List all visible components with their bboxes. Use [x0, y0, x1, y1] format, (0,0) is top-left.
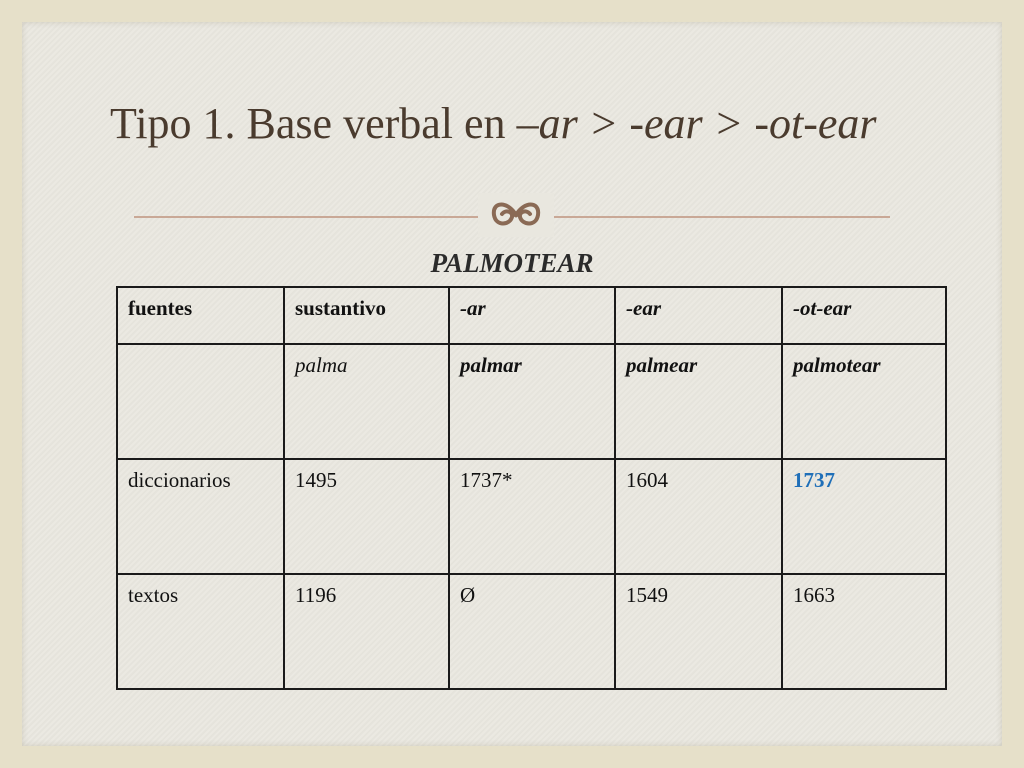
table-row [117, 459, 946, 574]
cell-ar-form: palmar [449, 344, 615, 459]
etymology-table [116, 286, 947, 690]
slide-title [110, 96, 930, 152]
fleuron-icon-graphic [486, 195, 546, 235]
title-prefix: Tipo 1. Base verbal en [110, 99, 517, 148]
cell-diccionarios-ar: 1737* [449, 459, 615, 574]
cell-ear-form: palmear [615, 344, 782, 459]
header-ar: -ar [449, 287, 615, 344]
header-ot-ear: -ot-ear [782, 287, 946, 344]
cell-diccionarios-ot-ear: 1737 [782, 459, 946, 574]
cell-ot-ear-form: palmotear [782, 344, 946, 459]
fleuron-icon [478, 193, 554, 237]
table-row [117, 344, 946, 459]
table-row [117, 574, 946, 689]
cell-fuentes-forms [117, 344, 284, 459]
cell-textos-sustantivo: 1196 [284, 574, 449, 689]
cell-diccionarios-label: diccionarios [117, 459, 284, 574]
cell-diccionarios-ear: 1604 [615, 459, 782, 574]
cell-textos-label: textos [117, 574, 284, 689]
header-sustantivo: sustantivo [284, 287, 449, 344]
header-fuentes: fuentes [117, 287, 284, 344]
table-heading: PALMOTEAR [430, 248, 594, 278]
table-header-row [117, 287, 946, 344]
cell-textos-ear: 1549 [615, 574, 782, 689]
cell-diccionarios-sustantivo: 1495 [284, 459, 449, 574]
cell-textos-ot-ear: 1663 [782, 574, 946, 689]
title-italic: –ar > -ear > -ot-ear [516, 99, 877, 148]
header-ear: -ear [615, 287, 782, 344]
cell-textos-ar: Ø [449, 574, 615, 689]
cell-sustantivo-form: palma [284, 344, 449, 459]
